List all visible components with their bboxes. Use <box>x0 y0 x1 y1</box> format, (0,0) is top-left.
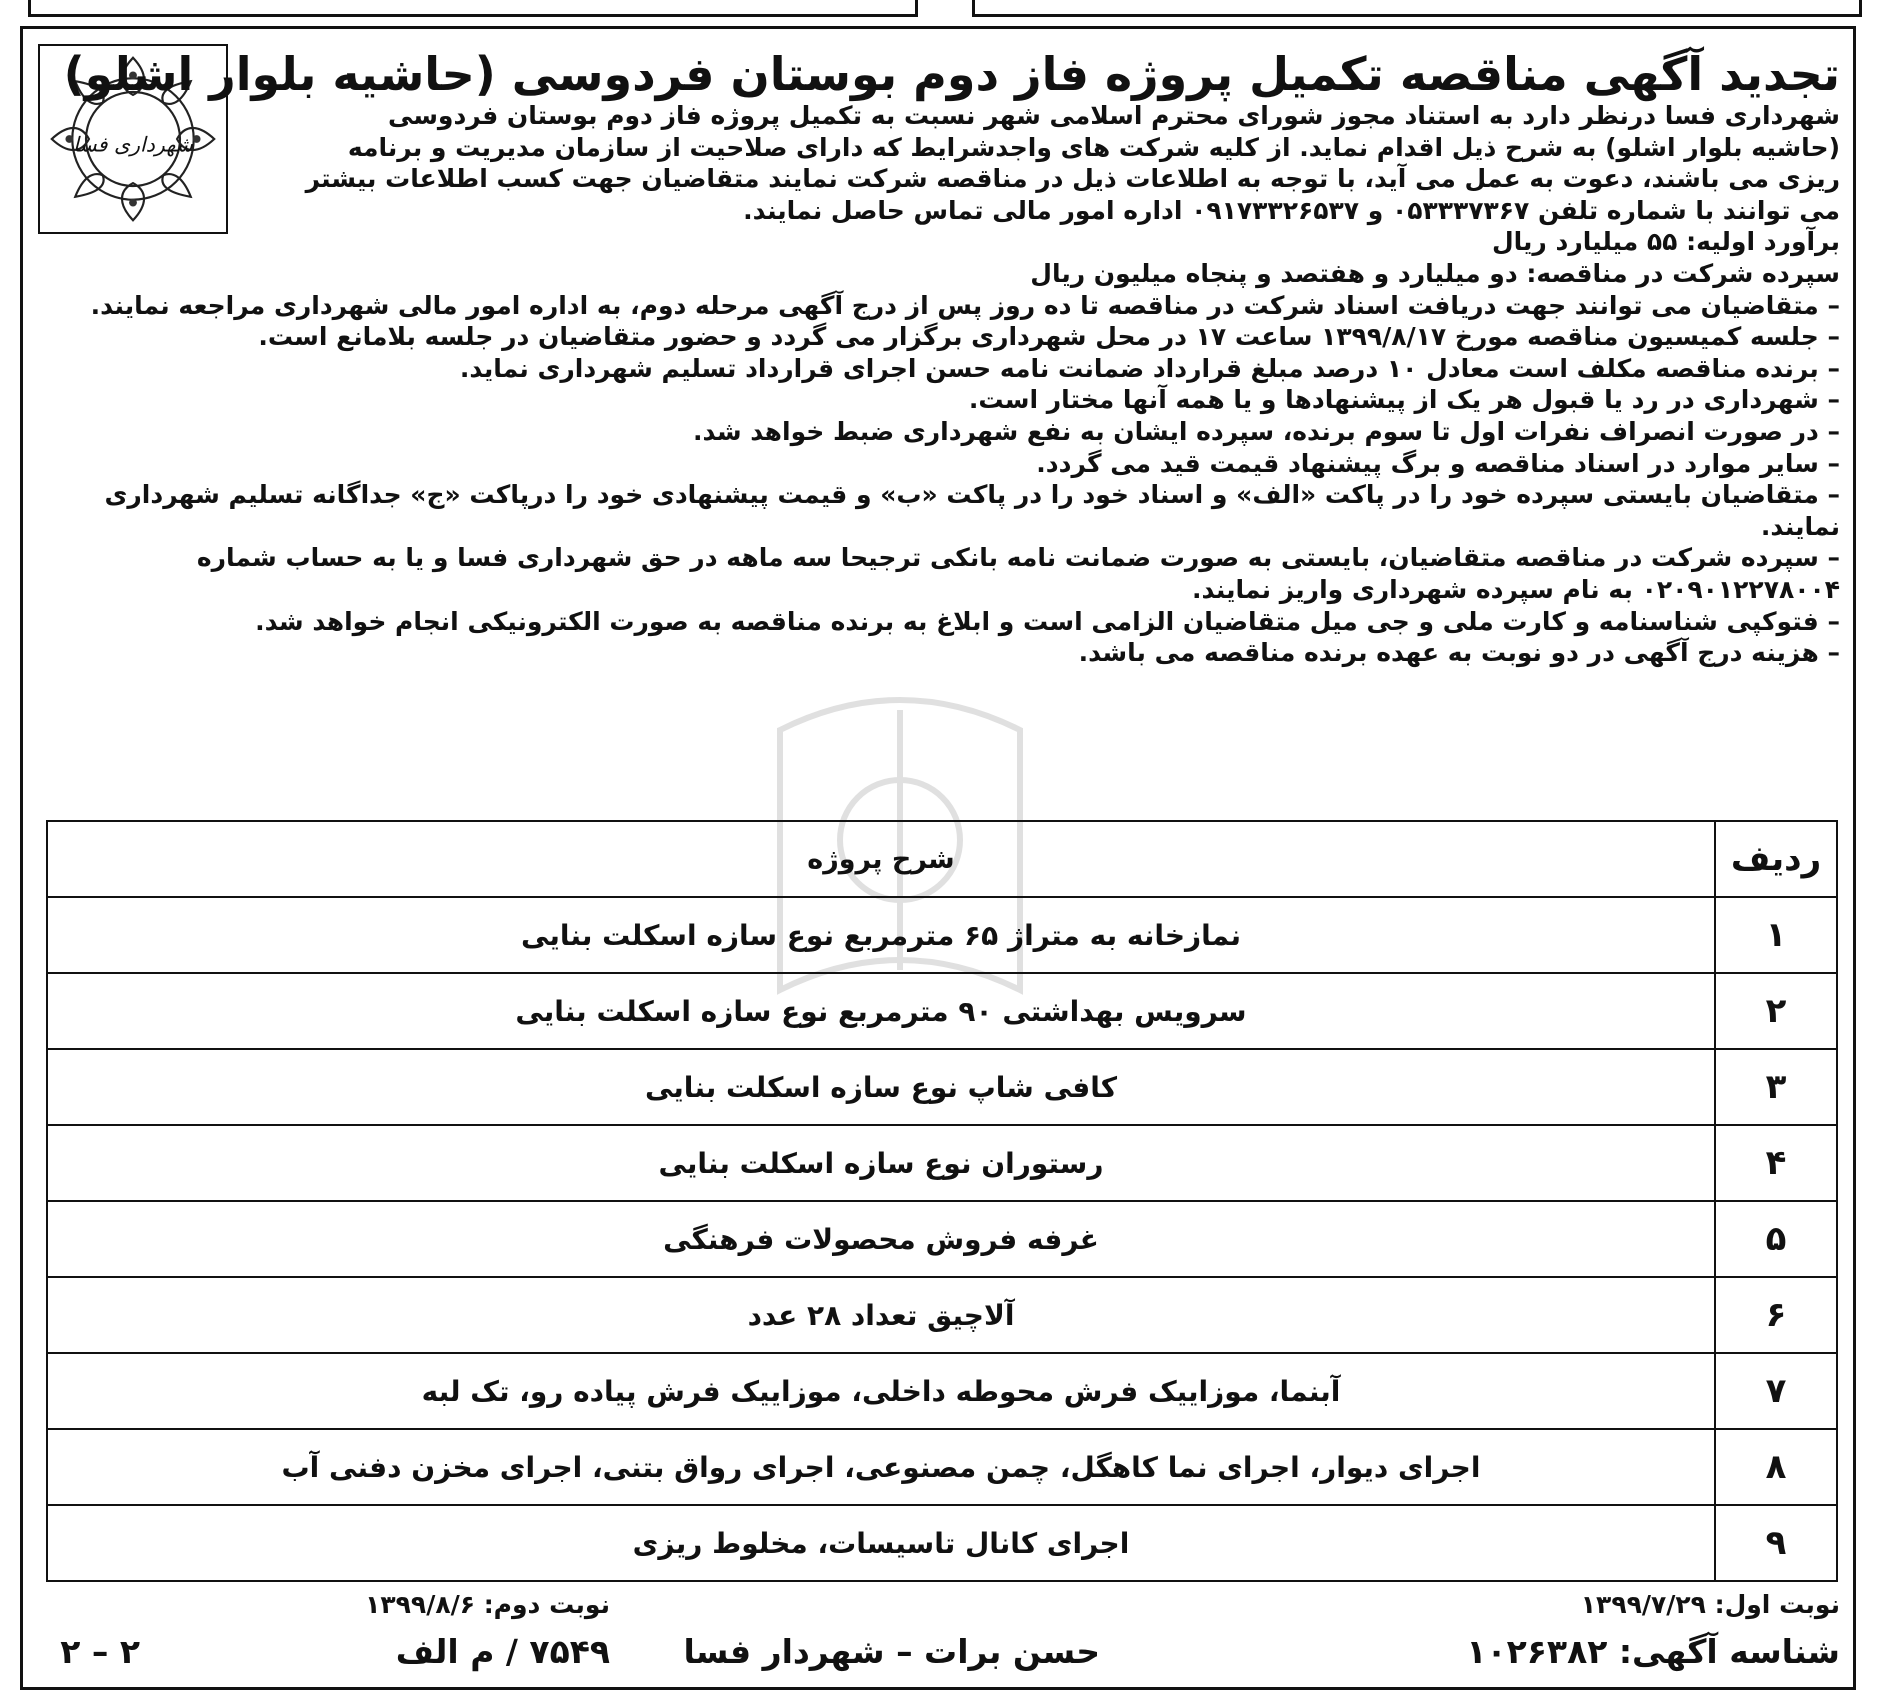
reference-code: ۷۵۴۹ / م الف <box>395 1632 610 1671</box>
project-description: اجرای کانال تاسیسات، مخلوط ریزی <box>47 1505 1715 1581</box>
notice-title: تجدید آگهی مناقصه تکمیل پروژه فاز دوم بوستان فردوسی (حاشیه بلوار اشلو) <box>63 47 1840 101</box>
row-number: ۵ <box>1715 1201 1837 1277</box>
page-indicator: ۲ – ۲ <box>60 1632 140 1671</box>
table-header-row <box>47 821 1837 897</box>
top-strip-left <box>28 0 918 17</box>
row-number: ۳ <box>1715 1049 1837 1125</box>
top-strip-right <box>972 0 1862 17</box>
estimate-line: برآورد اولیه: ۵۵ میلیارد ریال <box>1491 227 1840 257</box>
condition-item: – متقاضیان می توانند جهت دریافت اسناد شرکت در مناقصه تا ده روز پس از درج آگهی مرحله دوم، به اداره امور مالی شهرداری مراجعه نمایند. <box>90 290 1840 320</box>
project-description: سرویس بهداشتی ۹۰ مترمربع نوع سازه اسکلت بنایی <box>47 973 1715 1049</box>
row-number: ۱ <box>1715 897 1837 973</box>
intro-paragraph: شهرداری فسا درنظر دارد به استناد مجوز شورای محترم اسلامی شهر نسبت به تکمیل پروژه فاز دوم بوستان فردوسی (حاشیه بلوار اشلو) به شرح ذیل اقدام نماید. از کلیه شرکت های واجدشرایط که دارای صلاحیت از سازمان مدیریت و برنامه ریزی می باشند، دعوت به عمل می آید، با توجه به اطلاعات ذیل در مناقصه شرکت نمایند متقاضیان جهت کسب اطلاعات بیشتر می توانند با شماره تلفن ۰۵۳۳۳۷۳۶۷ و ۰۹۱۷۳۳۲۶۵۳۷ اداره امور مالی تماس حاصل نمایند. <box>305 101 1840 225</box>
project-description: رستوران نوع سازه اسکلت بنایی <box>47 1125 1715 1201</box>
condition-item: – شهرداری در رد یا قبول هر یک از پیشنهادها و یا همه آنها مختار است. <box>968 385 1840 415</box>
notice-body <box>40 100 1840 669</box>
condition-item: – سایر موارد در اسناد مناقصه و برگ پیشنهاد قیمت قید می گردد. <box>1036 448 1840 478</box>
project-description: اجرای دیوار، اجرای نما کاهگل، چمن مصنوعی، اجرای رواق بتنی، اجرای مخزن دفنی آب <box>47 1429 1715 1505</box>
row-number: ۶ <box>1715 1277 1837 1353</box>
condition-item: – سپرده شرکت در مناقصه متقاضیان، بایستی به صورت ضمانت نامه بانکی ترجیحا سه ماهه در حق شهرداری فسا و یا به حساب شماره ۰۲۰۹۰۱۲۲۷۸۰۰۴ به نام سپرده شهرداری واریز نمایند. <box>196 543 1840 604</box>
table-row <box>47 1505 1837 1581</box>
row-number: ۴ <box>1715 1125 1837 1201</box>
table-row <box>47 1429 1837 1505</box>
table-row <box>47 1049 1837 1125</box>
second-publication-date: نوبت دوم: ۱۳۹۹/۸/۶ <box>365 1590 610 1619</box>
table-row <box>47 1201 1837 1277</box>
condition-item: – متقاضیان بایستی سپرده خود را در پاکت «الف» و اسناد خود را در پاکت «ب» و قیمت پیشنهادی خود را درپاکت «ج» جداگانه تسلیم شهرداری نمایند. <box>104 480 1840 541</box>
condition-item: – فتوکپی شناسنامه و کارت ملی و جی میل متقاضیان الزامی است و ابلاغ به برنده مناقصه به صورت الکترونیکی انجام خواهد شد. <box>255 606 1840 636</box>
project-description: غرفه فروش محصولات فرهنگی <box>47 1201 1715 1277</box>
condition-item: – در صورت انصراف نفرات اول تا سوم برنده، سپرده ایشان به نفع شهرداری ضبط خواهد شد. <box>693 416 1840 446</box>
footer-dates <box>40 1590 1840 1624</box>
project-description: نمازخانه به متراژ ۶۵ مترمربع نوع سازه اسکلت بنایی <box>47 897 1715 973</box>
row-number: ۸ <box>1715 1429 1837 1505</box>
condition-item: – جلسه کمیسیون مناقصه مورخ ۱۳۹۹/۸/۱۷ ساعت ۱۷ در محل شهرداری برگزار می گردد و حضور متقاضیان در جلسه بلامانع است. <box>258 322 1840 352</box>
condition-item: – هزینه درج آگهی در دو نوبت به عهده برنده مناقصه می باشد. <box>1078 638 1840 668</box>
row-number: ۲ <box>1715 973 1837 1049</box>
table-row <box>47 973 1837 1049</box>
footer-signature <box>40 1632 1840 1678</box>
row-number: ۷ <box>1715 1353 1837 1429</box>
table-row <box>47 1353 1837 1429</box>
logo-text: شهرداری فسا <box>73 132 193 157</box>
first-publication-date: نوبت اول: ۱۳۹۹/۷/۲۹ <box>1580 1590 1840 1619</box>
header-project-description: شرح پروژه <box>47 821 1715 897</box>
ad-identifier: شناسه آگهی: ۱۰۲۶۳۸۲ <box>1466 1632 1840 1671</box>
projects-table <box>46 820 1838 1582</box>
signatory: حسن برات – شهردار فسا <box>683 1632 1100 1671</box>
header-row-number: ردیف <box>1715 821 1837 897</box>
project-description: کافی شاپ نوع سازه اسکلت بنایی <box>47 1049 1715 1125</box>
table-row <box>47 1125 1837 1201</box>
row-number: ۹ <box>1715 1505 1837 1581</box>
table-row <box>47 897 1837 973</box>
project-description: آلاچیق تعداد ۲۸ عدد <box>47 1277 1715 1353</box>
deposit-line: سپرده شرکت در مناقصه: دو میلیارد و هفتصد و پنجاه میلیون ریال <box>1030 258 1840 288</box>
condition-item: – برنده مناقصه مکلف است معادل ۱۰ درصد مبلغ قرارداد ضمانت نامه حسن اجرای قرارداد تسلیم شهرداری نماید. <box>459 353 1840 383</box>
table-row <box>47 1277 1837 1353</box>
project-description: آبنما، موزاییک فرش محوطه داخلی، موزاییک فرش پیاده رو، تک لبه <box>47 1353 1715 1429</box>
